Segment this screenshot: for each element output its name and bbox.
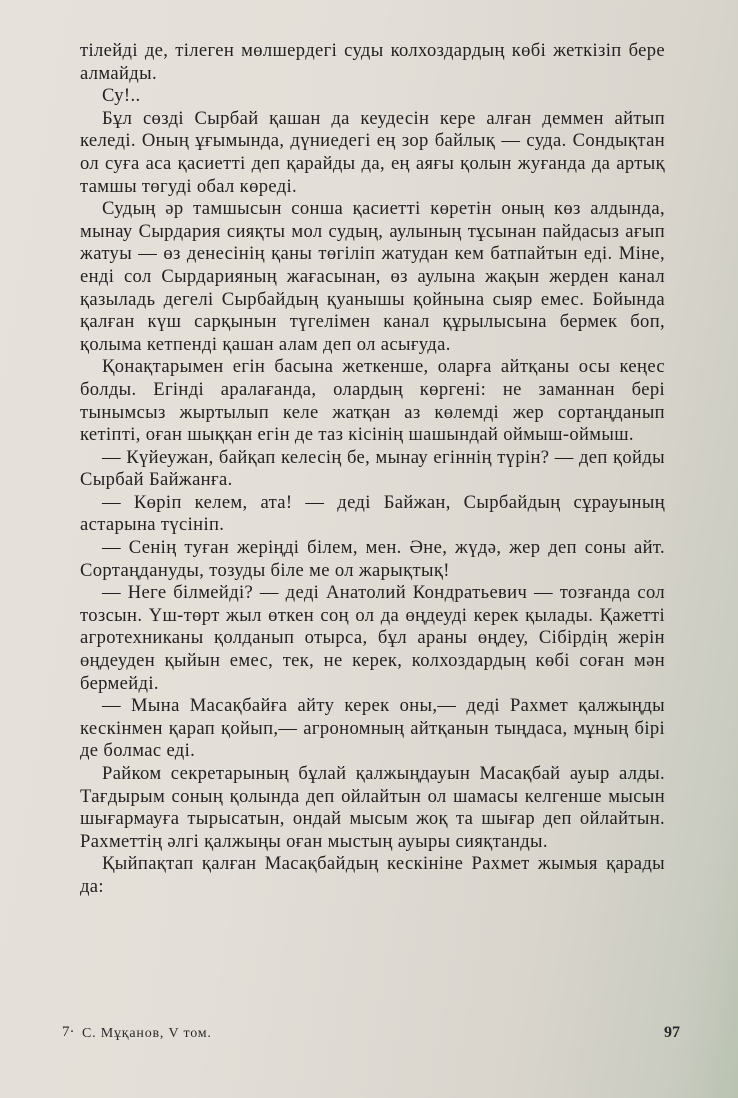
paragraph: Райком секретарының бұлай қалжыңдауын Масақбай ауыр алды. Тағдырым соның қолында деп ойлайтын ол шамасы келгенше мысын шығармауға тырысатын, ондай мысым жоқ та шығар деп ойлайтын. Рахметтің әлгі қалжыңы оған мыстың ауыры сияқтанды. [80, 763, 665, 852]
paragraph: Қонақтарымен егін басына жеткенше, оларға айтқаны осы кеңес болды. Егінді аралағанда, олардың көргені: не заманнан бері тынымсыз жыртылып келе жатқан аз көлемді жер сортаңданып кетіпті, оған шыққан егін де таз кісінің шашындай оймыш-оймыш. [80, 356, 665, 446]
signature-mark: 7· [62, 1024, 75, 1040]
dialogue-line: — Мына Масақбайға айту керек оны,— деді Рахмет қалжыңды кескінмен қарап қойып,— агрономның айтқанын тыңдаса, мұның бірі де болмас еді. [80, 695, 665, 762]
dialogue-line: — Сенің туған жеріңді білем, мен. Әне, жүдә, жер деп соны айт. Сортаңдануды, тозуды біле ме ол жарықтық! [80, 537, 665, 581]
dialogue-line: — Көріп келем, ата! — деді Байжан, Сырбайдың сұрауының астарына түсініп. [80, 491, 665, 536]
dialogue-line: — Күйеужан, байқап келесің бе, мынау егіннің түрін? — деп қойды Сырбай Байжанға. [80, 446, 665, 491]
paragraph: тілейді де, тілеген мөлшердегі суды колхоздардың көбі жеткізіп бере алмайды. [80, 40, 665, 84]
paragraph: Су!.. [102, 85, 141, 107]
page-text [80, 40, 665, 899]
page-number: 97 [664, 1024, 680, 1041]
paragraph: Қыйпақтап қалған Масақбайдың кескініне Рахмет жымыя қарады да: [80, 853, 665, 897]
paragraph: Судың әр тамшысын сонша қасиетті көретін оның көз алдында, мынау Сырдария сияқты мол судың, аулының тұсынан пайдасыз ағып жатуы — өз денесінің қаны төгіліп жатудан кем батпайтын еді. Міне, енді сол Сырдарияның жағасынан, өз аулына жақын жерден канал қазыладь дегелі Сырбайдың қуанышы қойнына сыяр емес. Бойында қалған күш сарқынын түгелімен канал құрылысына бермек боп, қолыма кетпенді қашан алам деп ол асығуда. [80, 198, 665, 355]
page-footer [62, 1024, 682, 1046]
dialogue-line: — Неге білмейді? — деді Анатолий Кондратьевич — тозғанда сол тозсын. Үш-төрт жыл өткен соң ол да өңдеуді керек қылады. Қажетті агротехниканы қолданып отырса, бұл араны өңдеу, Сібірдің жерін өңдеуден қыйын емес, тек, не керек, колхоздардың көбі соған мән бермейді. [80, 582, 665, 694]
signature-text: С. Мұқанов, V том. [82, 1026, 212, 1041]
paragraph: Бұл сөзді Сырбай қашан да кеудесін кере алған деммен айтып келеді. Оның ұғымында, дүниедегі ең зор байлық — суда. Сондықтан ол суға аса қасиетті деп қарайды да, ең аяғы қолын жуғанда да артық тамшы төгуді обал көреді. [80, 107, 665, 197]
